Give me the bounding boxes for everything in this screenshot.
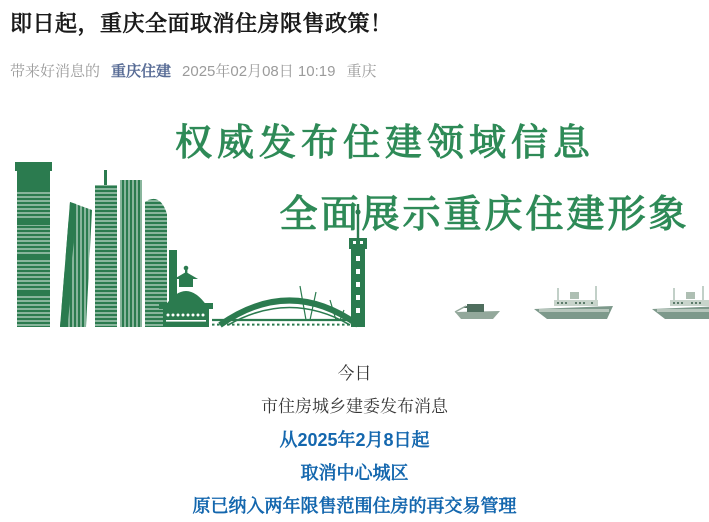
ship-icon: [534, 286, 613, 319]
publish-location: 重庆: [346, 63, 377, 80]
banner-headline-2: 全面展示重庆住建形象: [279, 194, 690, 236]
body-line-highlight: 从2025年2月8日起: [279, 430, 430, 450]
body-line-highlight: 取消中心城区: [300, 463, 409, 483]
striped-tower: [95, 185, 117, 327]
article-body: [0, 364, 709, 522]
ship-icon: [652, 286, 709, 319]
arch-bridge: [212, 286, 364, 325]
auditorium-dome-building: [159, 266, 213, 327]
article-title: 即日起，重庆全面取消住房限售政策！: [10, 11, 393, 36]
body-line: 市住房城乡建委发布消息: [261, 397, 448, 416]
byline-prefix: 带来好消息的: [10, 63, 101, 80]
publish-date: 2025年02月08日 10:19: [182, 63, 336, 80]
banner-headline-1: 权威发布住建领域信息: [175, 122, 595, 163]
banner-image[interactable]: [0, 100, 709, 350]
skyscraper-tower: [15, 162, 52, 327]
tower-antenna: [104, 170, 107, 185]
striped-tower: [120, 180, 142, 327]
byline: [10, 60, 377, 81]
body-line-highlight: 原已纳入两年限售范围住房的再交易管理: [192, 496, 517, 516]
body-line: 今日: [337, 364, 372, 383]
account-link[interactable]: 重庆住建: [111, 63, 172, 80]
small-boat-icon: [455, 304, 500, 319]
